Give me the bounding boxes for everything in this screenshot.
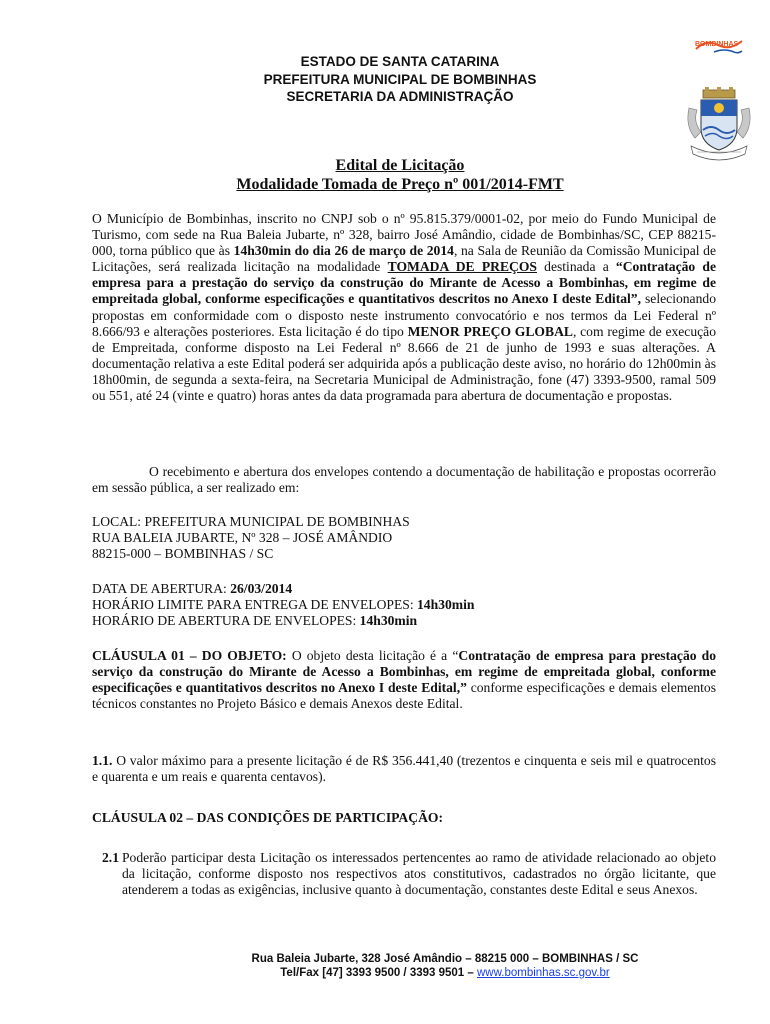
title-line1: Edital de Licitação xyxy=(335,157,465,174)
header-secretaria: SECRETARIA DA ADMINISTRAÇÃO xyxy=(286,89,514,104)
document-header xyxy=(150,53,650,106)
intro-text-3: destinada a xyxy=(536,259,616,275)
horario-value: 14h30min xyxy=(359,613,418,629)
municipal-crest-icon xyxy=(683,86,755,166)
item-1-1 xyxy=(92,753,716,785)
clausula-01 xyxy=(92,648,716,712)
clausula-01-heading: CLÁUSULA 01 – DO OBJETO: xyxy=(92,648,287,663)
local-line-3: 88215-000 – BOMBINHAS / SC xyxy=(92,546,274,562)
edital-title xyxy=(100,156,700,194)
item-2-1 xyxy=(102,850,716,898)
session-paragraph xyxy=(92,464,716,496)
intro-objeto: “Contratação de empresa para a prestação do serviço da construção do Mirante de Acesso a Bombinhas, em regime de empreitada global, conforme especificações e quantitativos descritos no Anexo I deste Edital”, xyxy=(92,259,716,307)
intro-modalidade: TOMADA DE PREÇOS xyxy=(387,259,537,275)
abertura-label: DATA DE ABERTURA: xyxy=(92,581,231,596)
limite-label: HORÁRIO LIMITE PARA ENTREGA DE ENVELOPES: xyxy=(92,597,417,613)
footer-address: Rua Baleia Jubarte, 328 José Amândio – 88215 000 – BOMBINHAS / SC xyxy=(251,953,639,965)
title-line2: Modalidade Tomada de Preço nº 001/2014-FMT xyxy=(236,176,564,193)
clausula-02 xyxy=(92,810,716,826)
bombinhas-logo xyxy=(694,35,744,57)
local-line-1: LOCAL: PREFEITURA MUNICIPAL DE BOMBINHAS xyxy=(92,514,410,529)
local-block xyxy=(92,514,716,562)
svg-text:BOMBINHAS: BOMBINHAS xyxy=(695,41,739,48)
intro-paragraph xyxy=(92,211,716,404)
intro-date: 14h30min do dia 26 de março de 2014 xyxy=(233,243,454,259)
clausula-01-objeto: Contratação de empresa para prestação do serviço da construção do Mirante de Acesso a Bombinhas, em regime de empreitada global, conforme especificações e quantitativos descritos no Anexo I deste Edital,” xyxy=(92,648,717,696)
horario-line xyxy=(92,613,716,629)
footer-phone: Tel/Fax [47] 3393 9500 / 3393 9501 – xyxy=(280,967,477,979)
intro-text-2: , na Sala de Reunião da Comissão Municipal de Licitações, será realizada licitação na modalidade xyxy=(92,243,716,275)
dates-block xyxy=(92,581,716,629)
item-2-1-number: 2.1 xyxy=(102,850,119,865)
intro-tipo: MENOR PREÇO GLOBAL xyxy=(407,323,573,339)
horario-label: HORÁRIO DE ABERTURA DE ENVELOPES: xyxy=(92,613,360,629)
session-text: O recebimento e abertura dos envelopes contendo a documentação de habilitação e propostas ocorrerão em sessão pública, a ser realizado em: xyxy=(92,464,716,496)
item-2-1-text: Poderão participar desta Licitação os interessados pertencentes ao ramo de atividade relacionado ao objeto da licitação, conforme disposto nos respectivos atos constitutivos, cadastrados no órgão licitante, que atenderem a todas as exigências, inclusive quanto à documentação, constantes deste Edital e seus Anexos. xyxy=(122,850,716,898)
header-state: ESTADO DE SANTA CATARINA xyxy=(300,54,500,69)
intro-text-5: , com regime de execução de Empreitada, conforme disposto na Lei Federal nº 8.666 de 21 de junho de 1993 e suas alterações. A documentação relativa a este Edital poderá ser adquirida após a publicação deste aviso, no horário do 12h00min às 18h00min, de segunda a sexta-feira, na Secretaria Municipal de Administração, fone (47) 3393-9500, ramal 509 ou 551, até 24 (vinte e quatro) horas antes da data programada para abertura de documentação e propostas. xyxy=(92,323,716,404)
item-1-1-text: O valor máximo para a presente licitação é de R$ 356.441,40 (trezentos e cinquenta e seis mil e quatrocentos e quarenta e um reais e quarenta centavos). xyxy=(92,753,716,785)
local-line-2: RUA BALEIA JUBARTE, Nº 328 – JOSÉ AMÂNDIO xyxy=(92,530,393,546)
footer-contact xyxy=(150,966,740,980)
limite-value: 14h30min xyxy=(417,597,475,613)
limite-line xyxy=(92,597,716,613)
abertura-line xyxy=(92,581,716,597)
clausula-01-text-2: conforme especificações e demais elementos técnicos constantes no Projeto Básico e demais Anexos deste Edital. xyxy=(92,680,717,712)
footer-website-link[interactable]: www.bombinhas.sc.gov.br xyxy=(476,967,610,979)
clausula-02-heading: CLÁUSULA 02 – DAS CONDIÇÕES DE PARTICIPAÇÃO: xyxy=(92,810,443,825)
abertura-value: 26/03/2014 xyxy=(230,581,293,596)
intro-text-4: selecionando propostas em conformidade com o disposto neste instrumento convocatório e nos termos da Lei Federal nº 8.666/93 e alterações posteriores. Esta licitação é do tipo xyxy=(92,291,716,339)
item-1-1-number: 1.1. xyxy=(92,753,113,768)
document-footer xyxy=(150,952,740,980)
header-prefeitura: PREFEITURA MUNICIPAL DE BOMBINHAS xyxy=(263,71,537,87)
clausula-01-text-1: O objeto desta licitação é a “ xyxy=(286,648,459,663)
intro-text-1: O Município de Bombinhas, inscrito no CNPJ sob o nº 95.815.379/0001-02, por meio do Fundo Municipal de Turismo, com sede na Rua Baleia Jubarte, nº 328, bairro José Amândio, cidade de Bombinhas/SC, CEP 88215-000, torna público que às xyxy=(92,211,716,259)
